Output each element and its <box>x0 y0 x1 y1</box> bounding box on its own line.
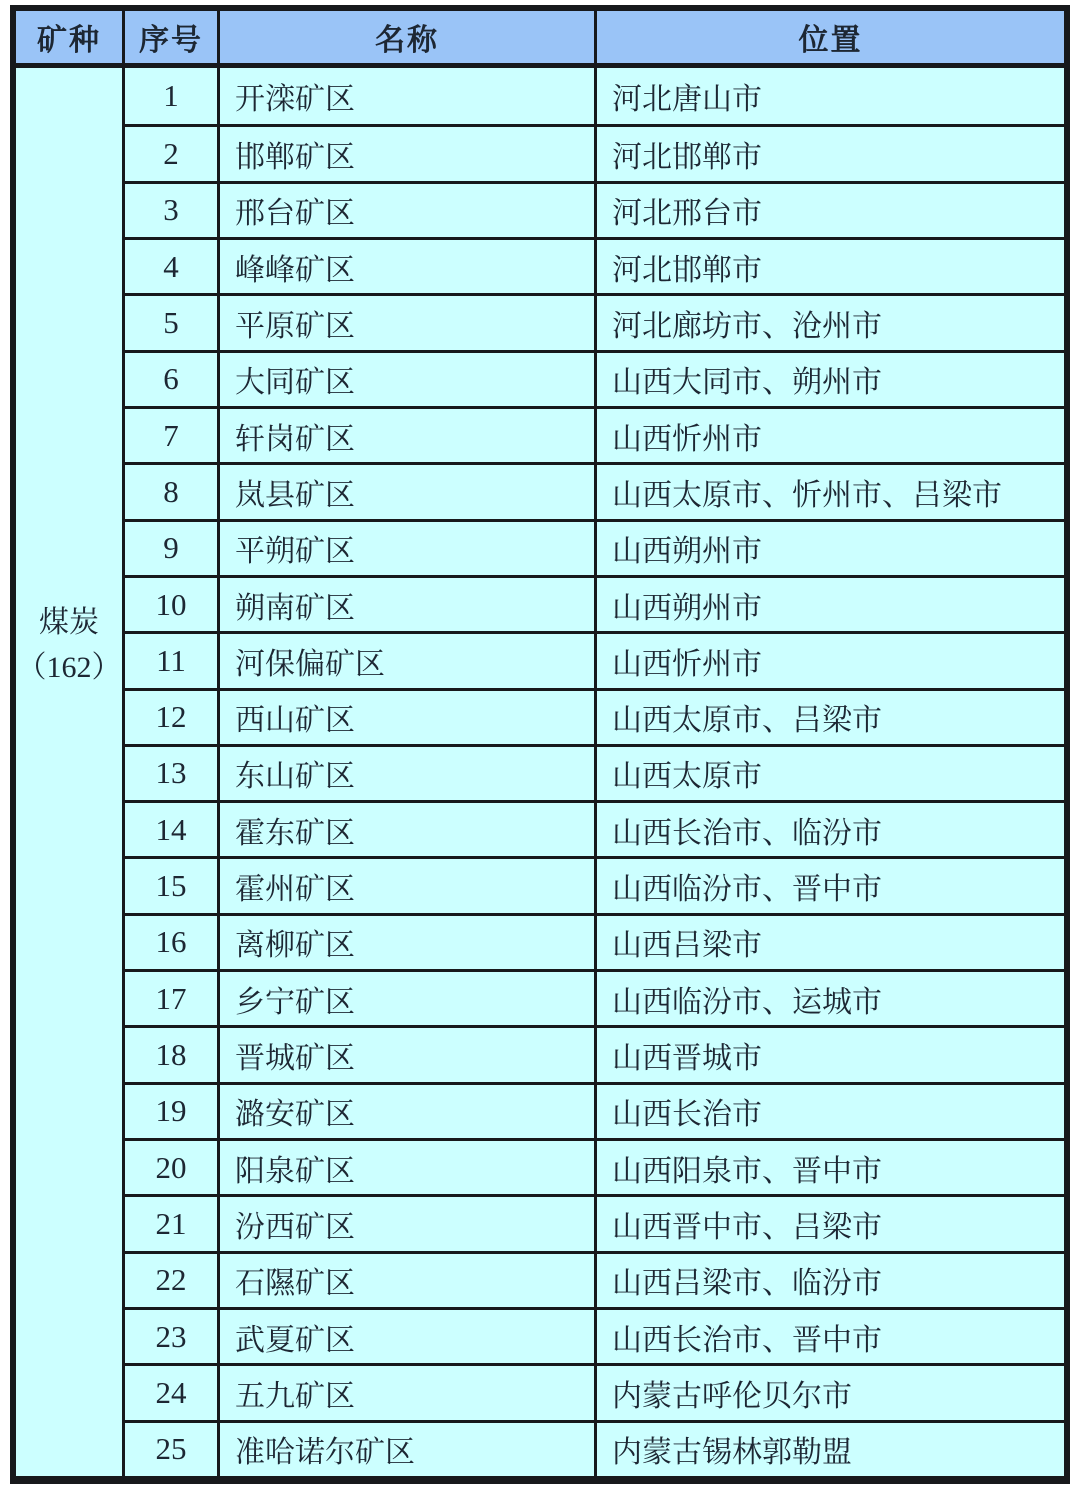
mineral-group-count: （162） <box>16 651 122 684</box>
row-number-cell: 2 <box>122 124 217 180</box>
area-location-cell: 山西朔州市 <box>594 575 1064 631</box>
area-location-cell: 山西吕梁市 <box>594 913 1064 969</box>
area-name-cell: 阳泉矿区 <box>217 1138 594 1194</box>
area-location-cell: 山西长治市、临汾市 <box>594 800 1064 856</box>
area-location-cell: 山西大同市、朔州市 <box>594 350 1064 406</box>
area-name-cell: 平朔矿区 <box>217 519 594 575</box>
row-number-cell: 13 <box>122 744 217 800</box>
row-number-cell: 23 <box>122 1307 217 1363</box>
area-location-cell: 河北邯郸市 <box>594 237 1064 293</box>
area-name-cell: 邢台矿区 <box>217 181 594 237</box>
area-location-cell: 山西阳泉市、晋中市 <box>594 1138 1064 1194</box>
row-number-cell: 17 <box>122 969 217 1025</box>
column-header-mineral: 矿种 <box>16 11 122 68</box>
area-name-cell: 平原矿区 <box>217 293 594 349</box>
row-number-cell: 1 <box>122 68 217 124</box>
area-name-cell: 晋城矿区 <box>217 1025 594 1081</box>
area-location-cell: 内蒙古锡林郭勒盟 <box>594 1420 1064 1476</box>
area-name-cell: 东山矿区 <box>217 744 594 800</box>
area-location-cell: 山西太原市 <box>594 744 1064 800</box>
row-number-cell: 5 <box>122 293 217 349</box>
column-header-name: 名称 <box>217 11 594 68</box>
row-number-cell: 10 <box>122 575 217 631</box>
row-number-cell: 14 <box>122 800 217 856</box>
area-name-cell: 西山矿区 <box>217 688 594 744</box>
area-location-cell: 山西忻州市 <box>594 406 1064 462</box>
mineral-group-cell <box>16 68 122 1476</box>
row-number-cell: 4 <box>122 237 217 293</box>
area-name-cell: 朔南矿区 <box>217 575 594 631</box>
area-name-cell: 河保偏矿区 <box>217 631 594 687</box>
row-number-cell: 22 <box>122 1251 217 1307</box>
area-location-cell: 河北邯郸市 <box>594 124 1064 180</box>
area-name-cell: 乡宁矿区 <box>217 969 594 1025</box>
area-name-cell: 潞安矿区 <box>217 1082 594 1138</box>
area-name-cell: 石隰矿区 <box>217 1251 594 1307</box>
area-location-cell: 山西太原市、吕梁市 <box>594 688 1064 744</box>
area-location-cell: 山西长治市 <box>594 1082 1064 1138</box>
row-number-cell: 19 <box>122 1082 217 1138</box>
area-location-cell: 河北廊坊市、沧州市 <box>594 293 1064 349</box>
row-number-cell: 11 <box>122 631 217 687</box>
row-number-cell: 12 <box>122 688 217 744</box>
row-number-cell: 9 <box>122 519 217 575</box>
mineral-group-label <box>16 600 122 690</box>
area-name-cell: 汾西矿区 <box>217 1194 594 1250</box>
row-number-cell: 25 <box>122 1420 217 1476</box>
area-name-cell: 霍东矿区 <box>217 800 594 856</box>
area-location-cell: 山西临汾市、运城市 <box>594 969 1064 1025</box>
row-number-cell: 21 <box>122 1194 217 1250</box>
area-name-cell: 离柳矿区 <box>217 913 594 969</box>
mining-areas-table <box>10 5 1070 1484</box>
mineral-group-name: 煤炭 <box>39 606 99 639</box>
row-number-cell: 8 <box>122 462 217 518</box>
area-location-cell: 河北邢台市 <box>594 181 1064 237</box>
area-location-cell: 内蒙古呼伦贝尔市 <box>594 1363 1064 1419</box>
area-name-cell: 邯郸矿区 <box>217 124 594 180</box>
row-number-cell: 16 <box>122 913 217 969</box>
area-name-cell: 准哈诺尔矿区 <box>217 1420 594 1476</box>
row-number-cell: 24 <box>122 1363 217 1419</box>
area-location-cell: 山西晋城市 <box>594 1025 1064 1081</box>
area-name-cell: 武夏矿区 <box>217 1307 594 1363</box>
area-location-cell: 山西长治市、晋中市 <box>594 1307 1064 1363</box>
area-name-cell: 五九矿区 <box>217 1363 594 1419</box>
area-location-cell: 山西太原市、忻州市、吕梁市 <box>594 462 1064 518</box>
area-name-cell: 大同矿区 <box>217 350 594 406</box>
row-number-cell: 7 <box>122 406 217 462</box>
column-header-location: 位置 <box>594 11 1064 68</box>
row-number-cell: 15 <box>122 856 217 912</box>
area-name-cell: 轩岗矿区 <box>217 406 594 462</box>
row-number-cell: 6 <box>122 350 217 406</box>
area-location-cell: 山西临汾市、晋中市 <box>594 856 1064 912</box>
area-location-cell: 山西吕梁市、临汾市 <box>594 1251 1064 1307</box>
area-name-cell: 峰峰矿区 <box>217 237 594 293</box>
row-number-cell: 18 <box>122 1025 217 1081</box>
area-name-cell: 岚县矿区 <box>217 462 594 518</box>
area-name-cell: 开滦矿区 <box>217 68 594 124</box>
area-location-cell: 山西晋中市、吕梁市 <box>594 1194 1064 1250</box>
area-name-cell: 霍州矿区 <box>217 856 594 912</box>
area-location-cell: 河北唐山市 <box>594 68 1064 124</box>
row-number-cell: 3 <box>122 181 217 237</box>
area-location-cell: 山西忻州市 <box>594 631 1064 687</box>
row-number-cell: 20 <box>122 1138 217 1194</box>
column-header-number: 序号 <box>122 11 217 68</box>
area-location-cell: 山西朔州市 <box>594 519 1064 575</box>
